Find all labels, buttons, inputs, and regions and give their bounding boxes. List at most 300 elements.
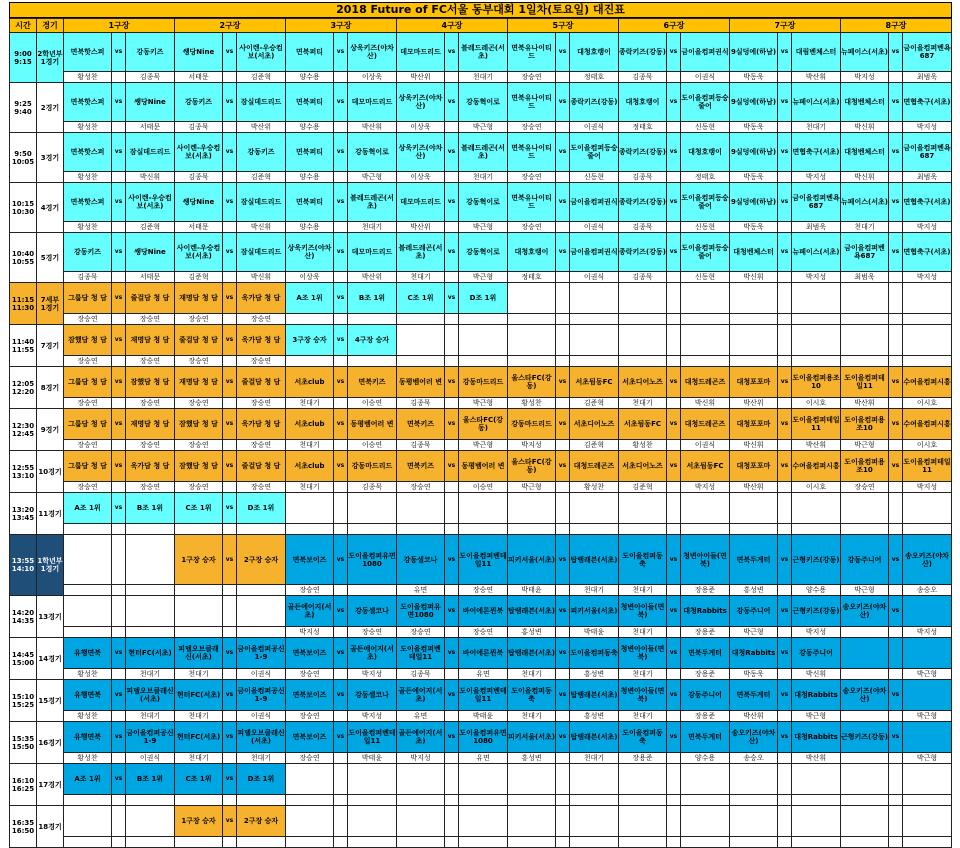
referee-name: 박산휘 <box>730 711 778 722</box>
team-home: 면북유나이티드 <box>508 133 556 172</box>
referee-name: 황성찬 <box>508 398 556 409</box>
referee-spacer <box>112 795 126 806</box>
team-away: 도이을컴퍼벤테일11 <box>459 680 508 711</box>
referee-name: 이승연 <box>348 440 397 451</box>
referee-name <box>459 356 508 367</box>
referee-spacer <box>334 669 348 680</box>
referee-name: 장승연 <box>508 72 556 83</box>
referee-name: 김준혁 <box>237 172 286 183</box>
referee-name: 김종묵 <box>175 122 223 133</box>
referee-spacer <box>334 356 348 367</box>
versus-marker: vs <box>223 451 237 482</box>
versus-marker: vs <box>445 33 459 72</box>
referee-name <box>64 795 112 806</box>
team-home <box>397 325 445 356</box>
round-label: 9경기 <box>37 409 64 451</box>
team-away <box>237 596 286 627</box>
referee-spacer <box>445 172 459 183</box>
referee-name: 김준혁 <box>126 222 175 233</box>
referee-name: 양수용 <box>286 222 334 233</box>
referee-name <box>459 795 508 806</box>
versus-marker: vs <box>334 680 348 711</box>
team-away: 골든에어지(서초) <box>348 638 397 669</box>
referee-spacer <box>778 482 792 493</box>
team-away: 욱가담 청 담 <box>126 451 175 482</box>
referee-spacer <box>223 524 237 535</box>
team-away: 2구장 승자 <box>237 535 286 585</box>
round-label: 14경기 <box>37 638 64 680</box>
team-away: 도이을컴퍼유면1080 <box>348 535 397 585</box>
referee-spacer <box>445 122 459 133</box>
referee-name: 천대기 <box>126 669 175 680</box>
referee-name: 장승연 <box>126 356 175 367</box>
referee-name: 천대기 <box>619 585 667 596</box>
versus-marker: vs <box>334 283 348 314</box>
versus-marker: vs <box>223 493 237 524</box>
referee-name <box>64 524 112 535</box>
versus-marker: vs <box>223 283 237 314</box>
referee-name: 박지성 <box>286 627 334 638</box>
referee-name: 박태윤 <box>459 711 508 722</box>
team-home <box>730 764 778 795</box>
team-home <box>508 764 556 795</box>
team-home: 그룹담 청 담 <box>64 409 112 440</box>
referee-spacer <box>334 122 348 133</box>
referee-spacer <box>334 272 348 283</box>
referee-name: 천대기 <box>792 122 841 133</box>
referee-spacer <box>334 72 348 83</box>
team-home: 대청호랭이 <box>619 83 667 122</box>
versus-marker: vs <box>445 596 459 627</box>
referee-name: 신동현 <box>681 122 730 133</box>
referee-spacer <box>889 314 903 325</box>
referee-name: 정태호 <box>508 272 556 283</box>
versus-marker: vs <box>112 493 126 524</box>
referee-name: 장승연 <box>459 585 508 596</box>
versus-marker: vs <box>334 722 348 753</box>
referee-spacer <box>667 524 681 535</box>
referee-spacer <box>667 222 681 233</box>
referee-name: 천대기 <box>175 711 223 722</box>
referee-name: 장승연 <box>64 482 112 493</box>
team-away <box>126 535 175 585</box>
referee-spacer <box>889 585 903 596</box>
referee-name: 황성찬 <box>64 711 112 722</box>
team-away: 면북두게터 <box>681 638 730 669</box>
team-away: D조 1위 <box>237 764 286 795</box>
referee-spacer <box>556 753 570 764</box>
versus-marker: vs <box>556 596 570 627</box>
referee-name: 천대기 <box>126 711 175 722</box>
referee-spacer <box>223 440 237 451</box>
referee-name: 정태호 <box>681 172 730 183</box>
team-away <box>903 722 952 753</box>
team-away: 대림벤체스터 <box>792 33 841 72</box>
team-away <box>681 764 730 795</box>
versus-marker: vs <box>112 283 126 314</box>
referee-name: 김종묵 <box>175 172 223 183</box>
referee-name: 박지성 <box>792 172 841 183</box>
referee-name <box>397 356 445 367</box>
referee-name: 장승연 <box>64 440 112 451</box>
referee-row <box>10 272 952 283</box>
referee-row <box>10 627 952 638</box>
referee-name <box>237 627 286 638</box>
versus-marker <box>556 806 570 837</box>
round-label: 13경기 <box>37 596 64 638</box>
referee-name <box>126 795 175 806</box>
team-home: 강동셀코나 <box>397 535 445 585</box>
referee-name: 유면 <box>459 753 508 764</box>
referee-name: 박산휘 <box>730 482 778 493</box>
referee-name: 박지성 <box>348 669 397 680</box>
referee-name: 최범욱 <box>903 72 952 83</box>
versus-marker: vs <box>334 638 348 669</box>
team-home: 도이을컴퍼동축 <box>619 722 667 753</box>
versus-marker <box>112 806 126 837</box>
versus-marker: vs <box>889 33 903 72</box>
versus-marker: vs <box>778 409 792 440</box>
match-row <box>10 367 952 398</box>
referee-spacer <box>445 314 459 325</box>
team-home: 면북두게터 <box>730 680 778 711</box>
referee-name: 황성찬 <box>570 482 619 493</box>
referee-spacer <box>778 356 792 367</box>
referee-spacer <box>889 753 903 764</box>
team-away <box>903 596 952 627</box>
team-home: 서초뒴동FC <box>619 409 667 440</box>
team-away: 대청드레곤즈 <box>570 451 619 482</box>
team-home: 1구장 승자 <box>175 535 223 585</box>
referee-name: 장승연 <box>175 356 223 367</box>
referee-name <box>792 837 841 848</box>
team-home: 대청Rabbits <box>730 638 778 669</box>
referee-name: 김종묵 <box>348 482 397 493</box>
time-slot: 14:45 15:00 <box>10 638 37 680</box>
referee-row <box>10 585 952 596</box>
versus-marker <box>556 764 570 795</box>
referee-name <box>792 356 841 367</box>
referee-spacer <box>112 669 126 680</box>
referee-name <box>570 795 619 806</box>
team-away: 잠실데드리드 <box>237 83 286 122</box>
versus-marker: vs <box>667 409 681 440</box>
referee-spacer <box>556 524 570 535</box>
team-home <box>175 596 223 627</box>
versus-marker: vs <box>334 83 348 122</box>
versus-marker: vs <box>889 722 903 753</box>
team-away <box>903 283 952 314</box>
versus-marker <box>667 493 681 524</box>
versus-marker: vs <box>556 680 570 711</box>
team-away <box>348 764 397 795</box>
referee-spacer <box>778 585 792 596</box>
referee-name: 이승연 <box>459 482 508 493</box>
referee-spacer <box>445 524 459 535</box>
referee-name <box>175 837 223 848</box>
referee-spacer <box>667 669 681 680</box>
referee-name: 박근형 <box>903 753 952 764</box>
team-home <box>286 764 334 795</box>
versus-marker: vs <box>112 409 126 440</box>
referee-spacer <box>556 72 570 83</box>
time-slot: 12:30 12:45 <box>10 409 37 451</box>
time-slot: 16:35 16:50 <box>10 806 37 848</box>
team-home: 청변아이들(면북) <box>619 638 667 669</box>
team-away <box>792 764 841 795</box>
team-home: 면북퍼티 <box>286 183 334 222</box>
versus-marker: vs <box>112 233 126 272</box>
referee-name <box>508 524 556 535</box>
header-court-1: 1구장 <box>64 19 175 33</box>
referee-name: 이권식 <box>681 440 730 451</box>
team-away <box>459 806 508 837</box>
team-home: 서초club <box>286 409 334 440</box>
referee-name: 박지성 <box>841 72 889 83</box>
time-slot: 11:15 11:30 <box>10 283 37 325</box>
referee-spacer <box>667 122 681 133</box>
versus-marker: vs <box>778 451 792 482</box>
versus-marker: vs <box>334 183 348 222</box>
referee-name <box>508 795 556 806</box>
referee-name: 박신휘 <box>681 398 730 409</box>
referee-spacer <box>889 795 903 806</box>
team-away: 욱가담 청 담 <box>237 325 286 356</box>
referee-spacer <box>112 398 126 409</box>
referee-name: 김종묵 <box>397 398 445 409</box>
referee-name: 천대기 <box>619 627 667 638</box>
referee-name <box>64 837 112 848</box>
referee-name: 양수용 <box>286 172 334 183</box>
referee-row <box>10 837 952 848</box>
referee-name: 이시호 <box>792 482 841 493</box>
referee-spacer <box>667 585 681 596</box>
referee-name: 양수용 <box>681 753 730 764</box>
referee-spacer <box>112 627 126 638</box>
referee-row <box>10 440 952 451</box>
versus-marker: vs <box>445 233 459 272</box>
team-away <box>792 325 841 356</box>
referee-name <box>237 524 286 535</box>
team-home: 면북퍼티 <box>286 133 334 172</box>
match-row <box>10 33 952 72</box>
referee-spacer <box>889 669 903 680</box>
header-court-4: 4구장 <box>397 19 508 33</box>
team-away: 대청Rabbits <box>792 722 841 753</box>
referee-name: 송승오 <box>730 753 778 764</box>
referee-name: 김종묵 <box>126 72 175 83</box>
referee-spacer <box>445 356 459 367</box>
referee-name: 장용준 <box>681 669 730 680</box>
referee-spacer <box>889 398 903 409</box>
referee-name: 박지성 <box>903 222 952 233</box>
versus-marker: vs <box>667 596 681 627</box>
referee-name: 장승연 <box>286 585 334 596</box>
referee-spacer <box>112 72 126 83</box>
versus-marker: vs <box>778 596 792 627</box>
referee-spacer <box>334 524 348 535</box>
referee-spacer <box>112 356 126 367</box>
team-home: 면북보이즈 <box>286 638 334 669</box>
referee-name: 박산휘 <box>348 122 397 133</box>
referee-spacer <box>334 753 348 764</box>
referee-spacer <box>223 669 237 680</box>
team-away: 강동키즈 <box>126 33 175 72</box>
referee-spacer <box>445 795 459 806</box>
referee-name: 박근형 <box>459 222 508 233</box>
versus-marker <box>334 493 348 524</box>
team-away: 도이을컴퍼동축 <box>570 638 619 669</box>
team-home <box>730 325 778 356</box>
team-away: 재명담 청 담 <box>126 409 175 440</box>
team-home <box>841 764 889 795</box>
referee-name: 홍성변 <box>508 627 556 638</box>
referee-spacer <box>778 72 792 83</box>
team-away <box>570 325 619 356</box>
team-away: 종락키즈(강동) <box>570 83 619 122</box>
referee-name: 장승연 <box>175 482 223 493</box>
team-away: 도이을컴퍼벤테일11 <box>348 722 397 753</box>
header-court-3: 3구장 <box>286 19 397 33</box>
referee-name: 박근형 <box>459 122 508 133</box>
referee-name: 이시호 <box>903 440 952 451</box>
versus-marker: vs <box>445 83 459 122</box>
referee-name: 장승연 <box>64 356 112 367</box>
team-home: 쌩당Nine <box>175 183 223 222</box>
referee-row <box>10 314 952 325</box>
referee-name <box>348 837 397 848</box>
versus-marker <box>667 806 681 837</box>
versus-marker <box>667 764 681 795</box>
referee-name: 김준혁 <box>570 398 619 409</box>
match-row <box>10 806 952 837</box>
referee-name: 박지성 <box>792 627 841 638</box>
referee-name: 장용준 <box>681 585 730 596</box>
team-home: 서초club <box>286 451 334 482</box>
time-slot: 14:20 14:35 <box>10 596 37 638</box>
referee-name: 장승연 <box>508 222 556 233</box>
versus-marker: vs <box>112 451 126 482</box>
referee-name: 박산위 <box>730 398 778 409</box>
team-home <box>397 806 445 837</box>
referee-spacer <box>445 669 459 680</box>
referee-name: 김종묵 <box>64 272 112 283</box>
time-slot: 9:25 9:40 <box>10 83 37 133</box>
referee-spacer <box>556 172 570 183</box>
team-home: 그룹담 청 담 <box>64 451 112 482</box>
team-away: 강동마드리드 <box>459 367 508 398</box>
referee-name: 장승연 <box>397 482 445 493</box>
team-home <box>619 493 667 524</box>
referee-spacer <box>334 837 348 848</box>
referee-name: 박신휘 <box>237 272 286 283</box>
team-home: 9실덩에(하남) <box>730 83 778 122</box>
header-round: 경기 <box>37 19 64 33</box>
team-home <box>397 493 445 524</box>
referee-spacer <box>223 222 237 233</box>
match-row <box>10 451 952 482</box>
versus-marker <box>778 764 792 795</box>
referee-spacer <box>112 440 126 451</box>
referee-name: 박태윤 <box>570 627 619 638</box>
team-home: 동평벰어러 변 <box>397 367 445 398</box>
versus-marker <box>223 596 237 627</box>
referee-name: 천대기 <box>619 711 667 722</box>
referee-spacer <box>556 356 570 367</box>
team-away: 블레드레곤(서초) <box>348 183 397 222</box>
referee-name <box>286 795 334 806</box>
versus-marker <box>889 764 903 795</box>
team-home: 상욱키즈(야차산) <box>397 83 445 122</box>
team-away: 대청Rabbits <box>681 596 730 627</box>
team-home: 그룹담 청 담 <box>64 283 112 314</box>
team-away <box>903 325 952 356</box>
versus-marker: vs <box>334 451 348 482</box>
versus-marker: vs <box>667 33 681 72</box>
referee-name: 박지성 <box>508 440 556 451</box>
referee-name: 박산위 <box>237 122 286 133</box>
team-home: 9실덩에(하남) <box>730 183 778 222</box>
referee-spacer <box>223 398 237 409</box>
referee-name <box>459 837 508 848</box>
referee-name: 장용준 <box>681 711 730 722</box>
versus-marker: vs <box>556 451 570 482</box>
team-home: 종락키즈(강동) <box>619 133 667 172</box>
team-home: 강동키즈 <box>64 233 112 272</box>
team-home: A조 1위 <box>64 493 112 524</box>
referee-name: 박산휘 <box>841 398 889 409</box>
referee-name: 천대기 <box>175 753 223 764</box>
team-home: 면북두게터 <box>730 535 778 585</box>
referee-name: 유면 <box>397 711 445 722</box>
referee-spacer <box>778 753 792 764</box>
referee-name <box>286 356 334 367</box>
referee-name <box>570 356 619 367</box>
referee-spacer <box>445 627 459 638</box>
versus-marker <box>556 325 570 356</box>
team-away: 서초뒴동FC <box>681 451 730 482</box>
referee-name <box>730 356 778 367</box>
match-row <box>10 493 952 524</box>
team-home <box>397 764 445 795</box>
referee-name: 신동현 <box>681 272 730 283</box>
versus-marker <box>778 283 792 314</box>
referee-spacer <box>556 314 570 325</box>
match-row <box>10 283 952 314</box>
team-away: 데모마드리드 <box>348 233 397 272</box>
team-home: 재명담 청 담 <box>175 283 223 314</box>
team-home <box>841 493 889 524</box>
versus-marker: vs <box>556 83 570 122</box>
referee-spacer <box>556 440 570 451</box>
versus-marker: vs <box>556 183 570 222</box>
team-home: 면북유나이티드 <box>508 83 556 122</box>
team-home: 탑램래븐(서초) <box>508 596 556 627</box>
referee-name <box>841 356 889 367</box>
referee-name <box>348 795 397 806</box>
referee-name: 김종묵 <box>619 222 667 233</box>
team-home: 청변아이들(면북) <box>619 680 667 711</box>
referee-name: 장승연 <box>64 314 112 325</box>
referee-name: 박산휘 <box>792 440 841 451</box>
team-away: 청변아이들(면북) <box>681 535 730 585</box>
round-label: 18경기 <box>37 806 64 848</box>
referee-name <box>792 524 841 535</box>
team-away: 면협축구(서초) <box>903 233 952 272</box>
referee-name: 서태문 <box>175 222 223 233</box>
team-away: 면북키즈 <box>348 367 397 398</box>
referee-name <box>570 524 619 535</box>
